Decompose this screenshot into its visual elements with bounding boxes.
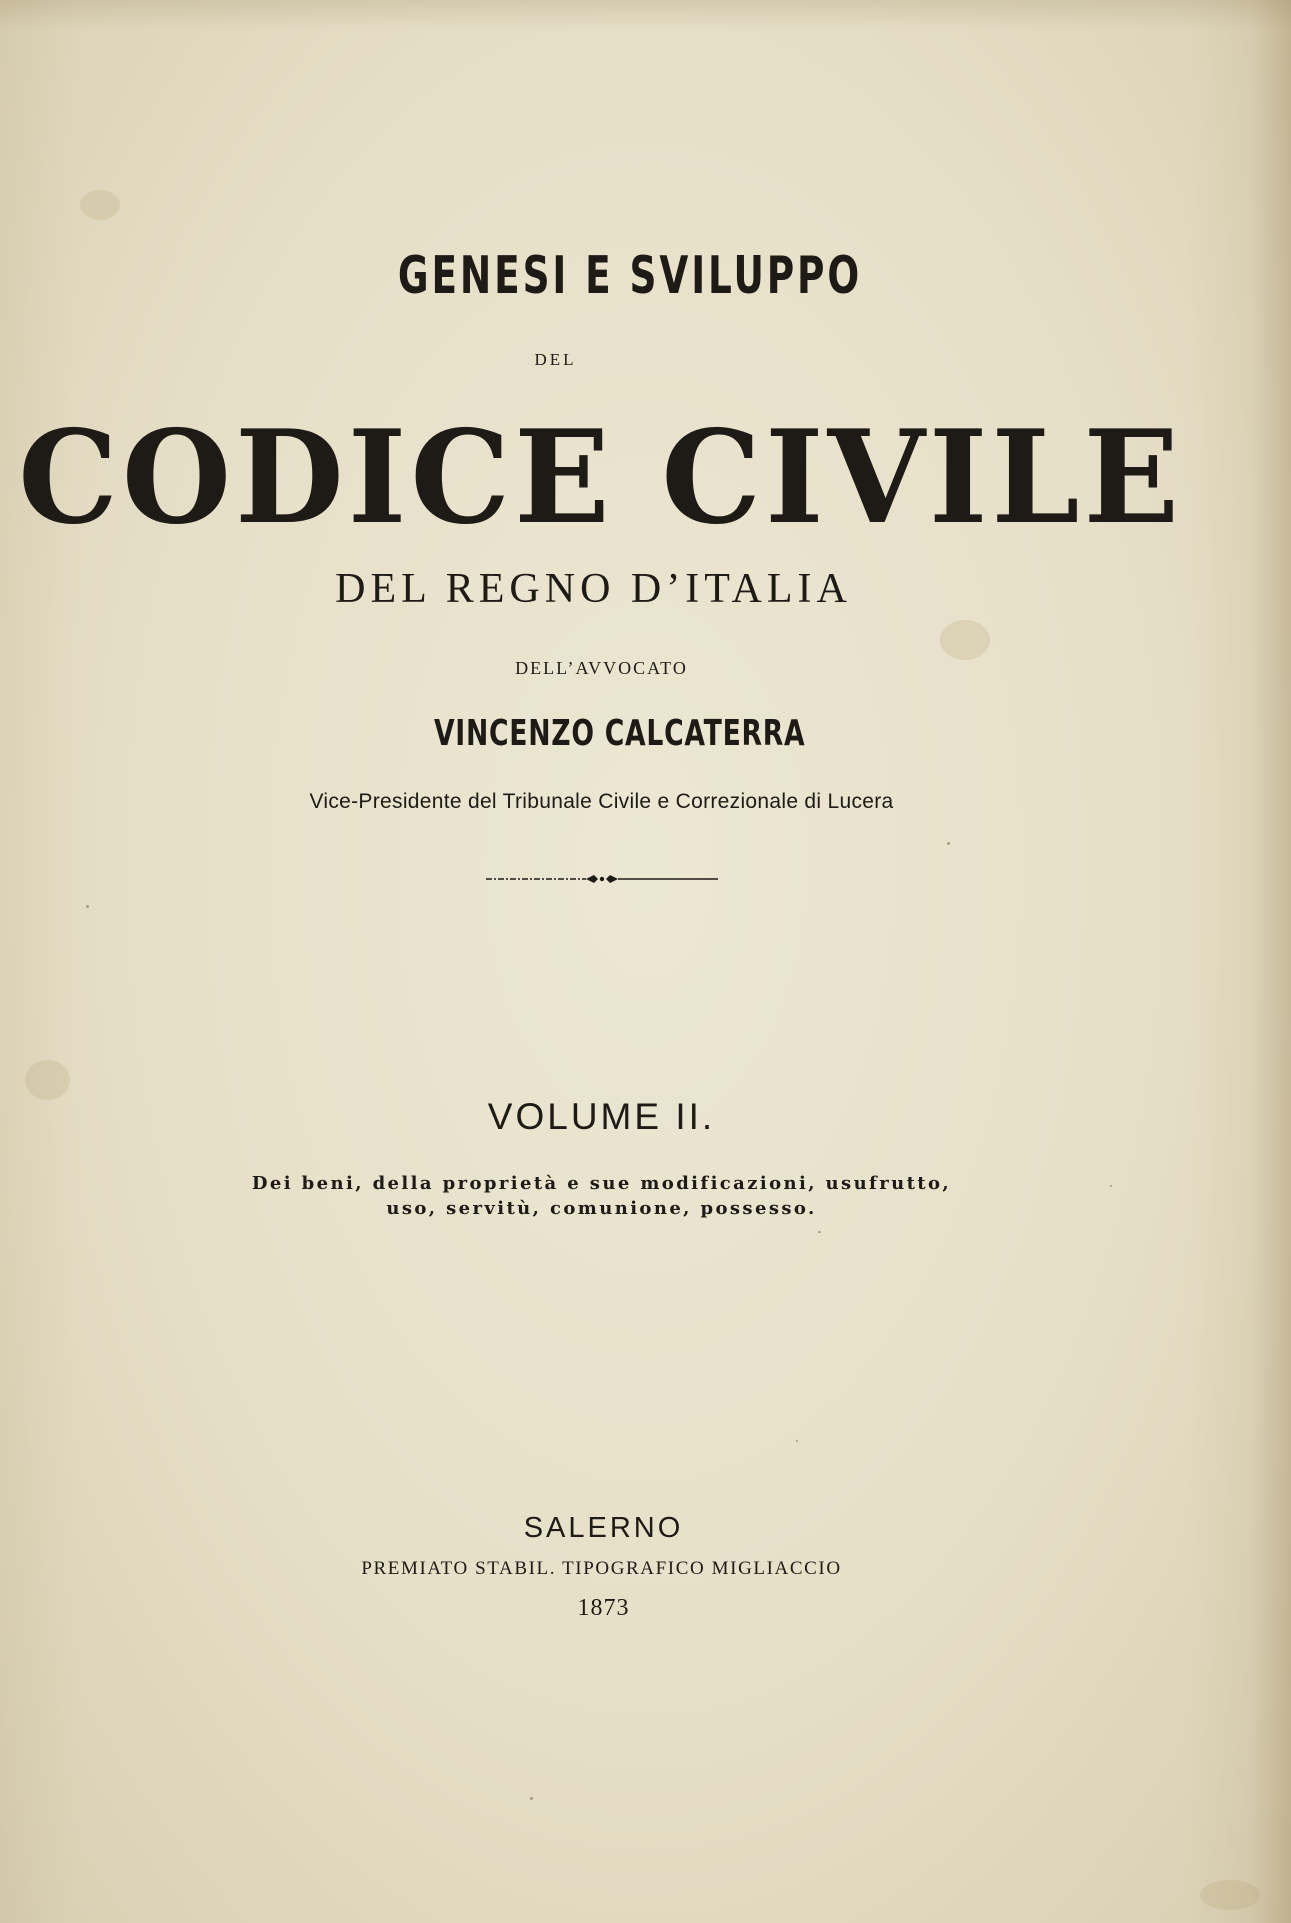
paper-speck — [947, 842, 950, 845]
subject-line-1: Dei beni, della proprietà e sue modificazioni, usufrutto, — [251, 1173, 952, 1194]
ornament-divider — [486, 872, 718, 886]
subject-line-2: uso, servitù, comunione, possesso. — [386, 1198, 817, 1219]
main-title: CODICE CIVILE — [18, 403, 1184, 553]
paper-stain — [80, 190, 120, 220]
paper-stain — [940, 620, 990, 660]
paper-stain — [1200, 1880, 1260, 1910]
title-line-1: GENESI E SVILUPPO — [397, 246, 863, 306]
publication-city: SALERNO — [523, 1512, 684, 1544]
paper-speck — [530, 1797, 533, 1800]
author-prefix: DELL’AVVOCATO — [515, 658, 688, 678]
author-role: Vice-Presidente del Tribunale Civile e Correzionale di Lucera — [309, 790, 894, 813]
publication-year: 1873 — [577, 1595, 630, 1621]
paper-stain — [25, 1060, 70, 1100]
title-line-3: DEL REGNO D’ITALIA — [335, 566, 852, 612]
volume-label: VOLUME II. — [487, 1096, 716, 1137]
author-name: VINCENZO CALCATERRA — [433, 713, 806, 754]
paper-speck — [86, 905, 89, 908]
title-line-2: DEL — [534, 350, 577, 369]
paper-top-shadow — [0, 0, 1291, 30]
paper-speck — [818, 1231, 821, 1233]
paper-speck — [796, 1440, 798, 1442]
printer-name: PREMIATO STABIL. TIPOGRAFICO MIGLIACCIO — [361, 1558, 842, 1579]
paper-right-shadow — [1251, 0, 1291, 1923]
